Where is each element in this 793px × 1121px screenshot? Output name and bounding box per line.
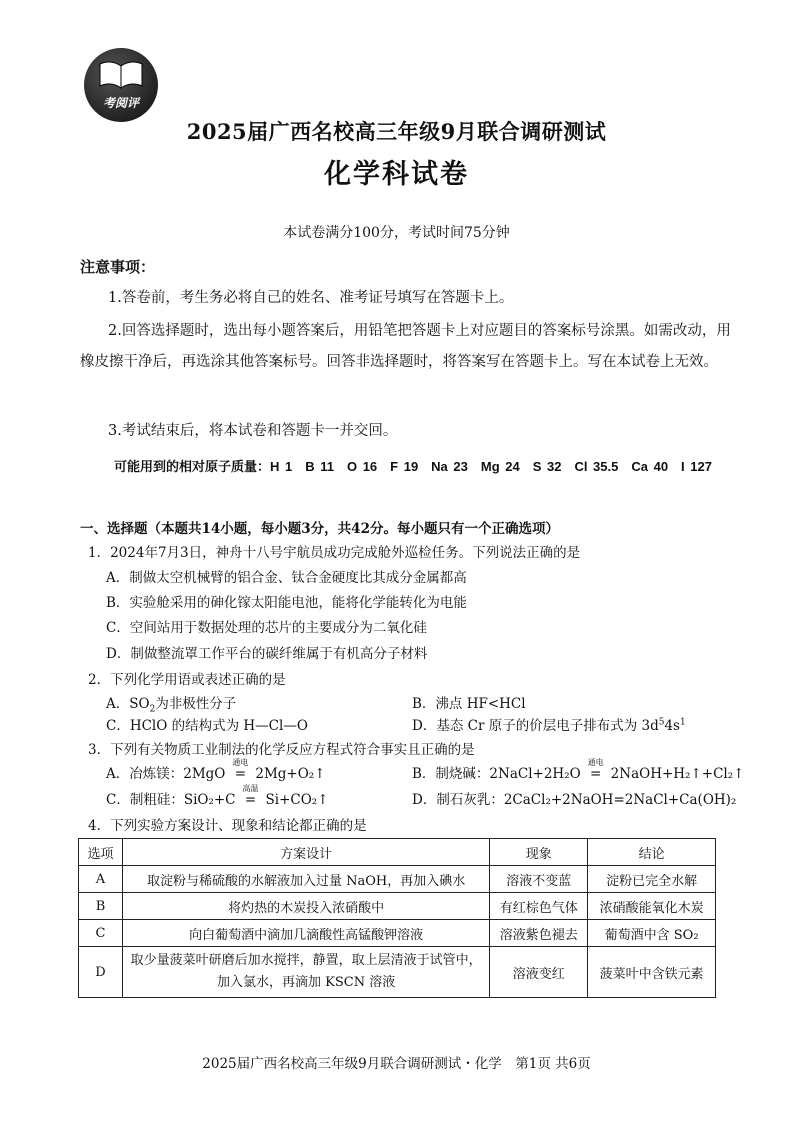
atomic-mass-line: 可能用到的相对原子质量：H 1 B 11 O 16 F 19 Na 23 Mg 24 S 32 Cl 35.5 Ca 40 I 127 <box>114 459 712 474</box>
question-1-option-b: B．实验舱采用的砷化镓太阳能电池，能将化学能转化为电能 <box>106 595 467 611</box>
question-1-option-c: C．空间站用于数据处理的芯片的主要成分为二氧化硅 <box>106 620 427 636</box>
question-3-option-a: A．冶炼镁：2MgO 通电 = 2Mg+O₂↑ <box>106 758 326 782</box>
exam-info: 本试卷满分100分，考试时间75分钟 <box>283 225 510 241</box>
subject-title: 化学科试卷 <box>324 159 469 190</box>
table-row <box>79 866 716 893</box>
table-cell: 有红棕色气体 <box>490 893 588 920</box>
notice-heading: 注意事项： <box>80 258 156 276</box>
table-cell: 菠菜叶中含铁元素 <box>588 947 716 998</box>
table-cell: B <box>79 893 123 920</box>
table-header: 结论 <box>588 839 716 866</box>
table-cell: 向白葡萄酒中滴加几滴酸性高锰酸钾溶液 <box>122 920 489 947</box>
question-3-option-d: D．制石灰乳：2CaCl₂+2NaOH=2NaCl+Ca(OH)₂ <box>412 792 737 808</box>
table-cell: 葡萄酒中含 SO₂ <box>588 920 716 947</box>
question-3-option-b: B．制烧碱：2NaCl+2H₂O 通电 = 2NaOH+H₂↑+Cl₂↑ <box>412 758 745 782</box>
logo <box>84 48 158 122</box>
page-footer: 2025届广西名校高三年级9月联合调研测试・化学 第1页 共6页 <box>202 1056 591 1072</box>
table-cell: D <box>79 947 123 998</box>
question-3-option-c: C．制粗硅：SiO₂+C 高温 = Si+CO₂↑ <box>106 784 329 808</box>
notice-item-1: 1.答卷前，考生务必将自己的姓名、准考证号填写在答题卡上。 <box>108 290 514 306</box>
book-icon <box>98 60 144 90</box>
table-cell: 浓硝酸能氧化木炭 <box>588 893 716 920</box>
table-header: 选项 <box>79 839 123 866</box>
logo-text: 考阅评 <box>102 96 139 110</box>
question-2-option-d: D．基态 Cr 原子的价层电子排布式为 $3d^54s^1$ <box>412 717 686 734</box>
table-cell: 溶液变红 <box>490 947 588 998</box>
question-3-stem: 3．下列有关物质工业制法的化学反应方程式符合事实且正确的是 <box>88 742 475 758</box>
question-4-stem: 4．下列实验方案设计、现象和结论都正确的是 <box>88 818 367 834</box>
table-cell: 取淀粉与稀硫酸的水解液加入过量 NaOH，再加入碘水 <box>122 866 489 893</box>
table-cell: 溶液不变蓝 <box>490 866 588 893</box>
table-row <box>79 947 716 998</box>
table-header: 方案设计 <box>122 839 489 866</box>
question-2-option-c: C．HClO 的结构式为 H—Cl—O <box>106 718 308 734</box>
table-cell: C <box>79 920 123 947</box>
experiment-table <box>78 838 716 998</box>
table-row <box>79 920 716 947</box>
question-2-option-b: B．沸点 HF<HCl <box>412 696 526 712</box>
table-cell: 将灼热的木炭投入浓硝酸中 <box>122 893 489 920</box>
table-cell: 溶液紫色褪去 <box>490 920 588 947</box>
table-cell: 淀粉已完全水解 <box>588 866 716 893</box>
notice-item-2: 2.回答选择题时，选出每小题答案后，用铅笔把答题卡上对应题目的答案标号涂黑。如需改动，用橡皮擦干净后，再选涂其他答案标号。回答非选择题时，将答案写在答题卡上。写在本试卷上无效。 <box>80 323 731 370</box>
table-header-row <box>79 839 716 866</box>
question-1-option-a: A．制做太空机械臂的铝合金、钛合金硬度比其成分金属都高 <box>106 570 467 586</box>
table-cell: 取少量菠菜叶研磨后加水搅拌，静置，取上层清液于试管中，加入氯水，再滴加 KSCN 溶液 <box>122 947 489 998</box>
question-1-stem: 1．2024年7月3日，神舟十八号宇航员成功完成舱外巡检任务。下列说法正确的是 <box>88 545 581 561</box>
table-row <box>79 893 716 920</box>
exam-title: 2025届广西名校高三年级9月联合调研测试 <box>186 119 607 144</box>
question-1-option-d: D．制做整流罩工作平台的碳纤维属于有机高分子材料 <box>106 646 428 662</box>
notice-item-3: 3.考试结束后，将本试卷和答题卡一并交回。 <box>108 423 398 439</box>
question-2-stem: 2．下列化学用语或表述正确的是 <box>88 672 286 688</box>
section-heading: 一、选择题（本题共14小题，每小题3分，共42分。每小题只有一个正确选项） <box>80 521 559 537</box>
table-cell: A <box>79 866 123 893</box>
table-header: 现象 <box>490 839 588 866</box>
question-2-option-a: A．$SO_2$为非极性分子 <box>106 696 237 715</box>
